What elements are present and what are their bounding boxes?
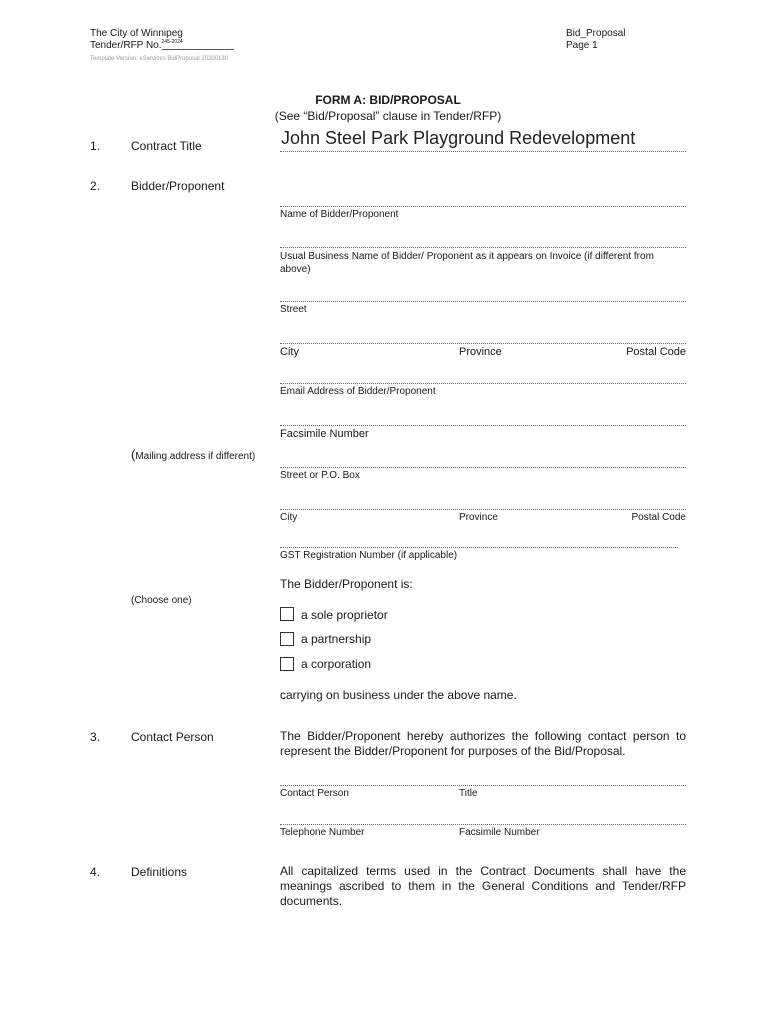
corporation-checkbox[interactable]: [280, 657, 294, 671]
tender-label: Tender/RFP No.: [90, 40, 162, 51]
email-label: Email Address of Bidder/Proponent: [280, 386, 436, 397]
gst-line[interactable]: [280, 547, 678, 548]
contact-title-label: Title: [459, 788, 478, 799]
sole-proprietor-label: a sole proprietor: [301, 608, 388, 622]
postal-code-label: Postal Code: [626, 346, 686, 358]
header-doc-name: Bid_Proposal: [566, 28, 626, 39]
mailing-label: Mailing address if different): [135, 451, 256, 462]
choose-one-label: (Choose one): [131, 595, 192, 606]
tender-number-field: [162, 40, 234, 50]
telephone-label: Telephone Number: [280, 827, 365, 838]
form-title: FORM A: BID/PROPOSAL: [315, 93, 461, 107]
fax-line[interactable]: [280, 425, 686, 426]
section-1-label: Contract Title: [131, 139, 202, 153]
province-label: Province: [459, 346, 502, 358]
section-3-label: Contact Person: [131, 730, 214, 744]
contact-person-text: The Bidder/Proponent hereby authorizes the following contact person to represent the Bidder/Proponent for purposes of the Bid/Proposal.: [280, 729, 686, 758]
header-tender: [90, 40, 234, 52]
mailing-address-note: [131, 447, 255, 462]
mailing-paren: (: [131, 447, 136, 462]
fax-label: Facsimile Number: [280, 428, 369, 440]
email-line[interactable]: [280, 383, 686, 384]
city-line[interactable]: [280, 343, 686, 344]
postal-code2-label: Postal Code: [631, 512, 686, 523]
bidder-name-line[interactable]: [280, 206, 686, 207]
section-2-label: Bidder/Proponent: [131, 179, 225, 193]
section-3-number: 3.: [90, 730, 101, 744]
section-2-number: 2.: [90, 179, 101, 193]
carrying-on-business-text: carrying on business under the above name.: [280, 688, 517, 702]
header-org: The City of Winnipeg: [90, 28, 183, 39]
street-label: Street: [280, 304, 307, 315]
usual-name-label: Usual Business Name of Bidder/ Proponent as it appears on Invoice (if different from above): [280, 251, 654, 275]
contact-fax-label: Facsimile Number: [459, 827, 540, 838]
contract-title-line: [280, 151, 686, 152]
contract-title-value[interactable]: John Steel Park Playground Redevelopment: [281, 128, 636, 148]
partnership-checkbox[interactable]: [280, 632, 294, 646]
section-4-label: Definitions: [131, 865, 188, 879]
pobox-label: Street or P.O. Box: [280, 470, 360, 481]
bidder-name-label: Name of Bidder/Proponent: [280, 209, 399, 220]
corporation-label: a corporation: [301, 657, 372, 671]
province2-label: Province: [459, 512, 498, 523]
usual-name-line[interactable]: [280, 247, 686, 248]
city2-label: City: [280, 512, 298, 523]
template-version: Template Version: eServices BidProposal 20200130: [90, 56, 229, 62]
form-subtitle: (See “Bid/Proposal” clause in Tender/RFP): [274, 109, 502, 123]
definitions-text: All capitalized terms used in the Contract Documents shall have the meanings ascribed to them in the General Conditions and Tender/RFP documents.: [280, 864, 686, 908]
gst-label: GST Registration Number (if applicable): [280, 550, 458, 561]
tender-number: 245-2024: [161, 39, 183, 45]
city2-line[interactable]: [280, 509, 686, 510]
contact-person-label: Contact Person: [280, 788, 349, 799]
telephone-line[interactable]: [280, 824, 686, 825]
contact-person-line[interactable]: [280, 785, 686, 786]
pobox-line[interactable]: [280, 467, 686, 468]
bidder-is-label: The Bidder/Proponent is:: [280, 577, 413, 591]
city-label: City: [280, 346, 299, 358]
street-line[interactable]: [280, 301, 686, 302]
section-4-number: 4.: [90, 865, 101, 879]
section-1-number: 1.: [90, 139, 101, 153]
sole-proprietor-checkbox[interactable]: [280, 607, 294, 621]
header-page: Page 1: [566, 40, 598, 51]
partnership-label: a partnership: [301, 632, 372, 646]
